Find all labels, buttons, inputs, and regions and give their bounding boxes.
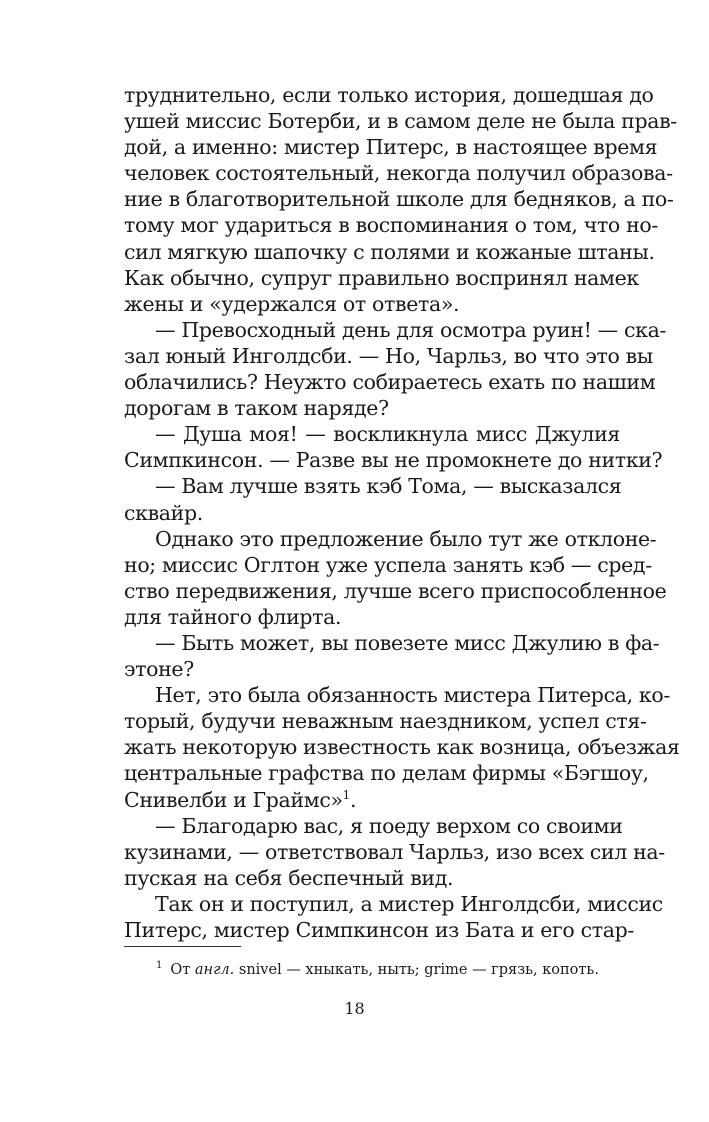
text-line: зал юный Инголдсби. — Но, Чарльз, во что это вы	[124, 343, 653, 368]
text-line: — Душа моя! — воскликнула мисс Джулия	[155, 422, 620, 447]
footnote-reference: 1	[342, 787, 350, 802]
text-line: — Вам лучше взять кэб Тома, — высказался	[155, 474, 622, 499]
text-line	[124, 787, 620, 813]
text-line: — Благодарю вас, я поеду верхом со своими	[155, 813, 623, 838]
main-text	[124, 82, 680, 943]
footnote-language: англ.	[194, 962, 235, 978]
text-line: кузинами, — ответствовал Чарльз, изо всех сил на-	[124, 839, 665, 864]
text-line: Как обычно, супруг правильно воспринял намек	[124, 265, 639, 290]
text-line: ние в благотворительной школе для бедняков, а по-	[124, 187, 674, 212]
footnote-prefix: От	[170, 962, 195, 978]
footnote-divider	[124, 946, 241, 947]
text-line: Так он и поступил, а мистер Инголдсби, миссис	[155, 891, 663, 916]
text-line: жены и «удержался от ответа».	[124, 291, 460, 316]
footnote	[156, 960, 620, 980]
page-number: 18	[344, 999, 365, 1018]
text-line: для тайного флирта.	[124, 604, 342, 629]
text-line: — Превосходный день для осмотра руин! — ска-	[155, 317, 667, 342]
text-line: Симпкинсон. — Разве вы не промокнете до нитки?	[124, 448, 663, 473]
text-line: ство передвижения, лучше всего приспособленное	[124, 578, 667, 603]
footnote-text: snivel — хныкать, ныть; grime — грязь, копоть.	[234, 962, 599, 978]
text-line: этоне?	[124, 657, 194, 682]
text-line: дой, а именно: мистер Питерс, в настоящее время	[124, 135, 658, 160]
text-line: облачились? Неужто собираетесь ехать по нашим	[124, 370, 656, 395]
text-line: дорогам в таком наряде?	[124, 396, 389, 421]
text-line: — Быть может, вы повезете мисс Джулию в фа-	[155, 630, 660, 655]
text-line: труднительно, если только история, дошедшая до	[124, 83, 654, 107]
text-line: жать некоторую известность как возница, объезжая	[124, 735, 680, 760]
footnote-mark: 1	[156, 960, 163, 972]
text-line: торый, будучи неважным наездником, успел стя-	[124, 709, 647, 734]
text-line: сквайр.	[124, 500, 203, 525]
text-line: пуская на себя беспечный вид.	[124, 865, 454, 890]
text-line-tail: .	[349, 787, 357, 812]
text-line-body: Снивелби и Граймс»	[124, 787, 343, 812]
text-line: Питерс, мистер Симпкинсон из Бата и его стар-	[124, 918, 634, 942]
text-line: тому мог удариться в воспоминания о том, что но-	[124, 213, 658, 238]
text-line: ушей миссис Ботерби, и в самом деле не была прав-	[124, 109, 677, 134]
text-line: Нет, это была обязанность мистера Питерса, ко-	[155, 683, 670, 708]
text-line: центральные графства по делам фирмы «Бэгшоу,	[124, 761, 649, 786]
text-line: Однако это предложение было тут же отклоне-	[155, 526, 657, 551]
text-line: но; миссис Оглтон уже успела занять кэб — сред-	[124, 552, 652, 577]
text-line: сил мягкую шапочку с полями и кожаные штаны.	[124, 239, 655, 264]
text-line: человек состоятельный, некогда получил образова-	[124, 161, 673, 186]
